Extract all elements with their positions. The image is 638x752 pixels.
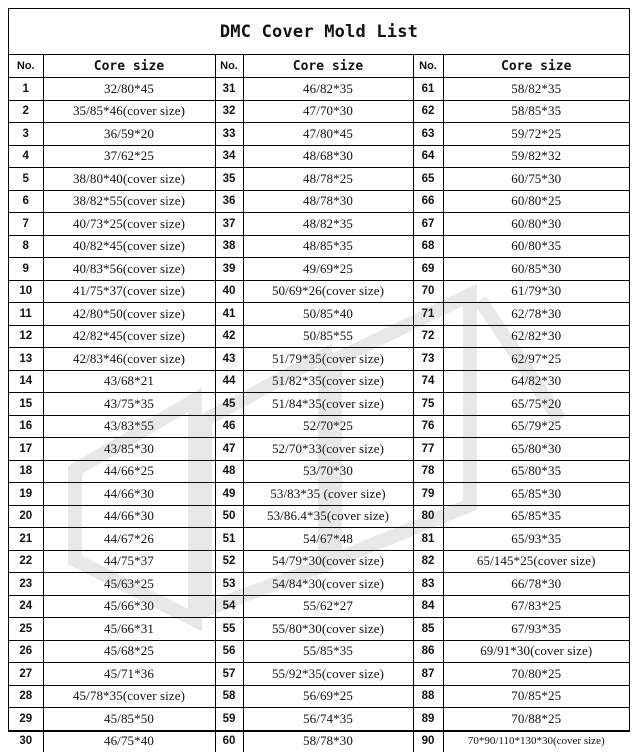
core-size-value: 62/82*30 xyxy=(443,325,629,348)
core-size-value: 45/78*35(cover size) xyxy=(43,685,215,708)
table-row xyxy=(9,663,629,686)
core-size-value: 56/74*35 xyxy=(243,708,413,731)
core-size-value: 53/83*35 (cover size) xyxy=(243,483,413,506)
core-size-value: 38/82*55(cover size) xyxy=(43,190,215,213)
row-number: 70 xyxy=(413,280,443,303)
table-row xyxy=(9,460,629,483)
row-number: 4 xyxy=(9,145,43,168)
row-number: 22 xyxy=(9,550,43,573)
core-size-value: 65/80*30 xyxy=(443,438,629,461)
core-size-value: 59/82*32 xyxy=(443,145,629,168)
core-size-value: 49/69*25 xyxy=(243,258,413,281)
row-number: 55 xyxy=(215,618,243,641)
row-number: 15 xyxy=(9,393,43,416)
core-size-value: 32/80*45 xyxy=(43,78,215,101)
row-number: 27 xyxy=(9,663,43,686)
core-size-value: 50/85*55 xyxy=(243,325,413,348)
row-number: 17 xyxy=(9,438,43,461)
table-row xyxy=(9,505,629,528)
core-size-value: 59/72*25 xyxy=(443,123,629,146)
row-number: 12 xyxy=(9,325,43,348)
core-size-value: 46/82*35 xyxy=(243,78,413,101)
row-number: 73 xyxy=(413,348,443,371)
table-row xyxy=(9,100,629,123)
row-number: 81 xyxy=(413,528,443,551)
row-number: 3 xyxy=(9,123,43,146)
row-number: 30 xyxy=(9,730,43,752)
core-size-value: 53/86.4*35(cover size) xyxy=(243,505,413,528)
row-number: 19 xyxy=(9,483,43,506)
row-number: 56 xyxy=(215,640,243,663)
core-size-value: 56/69*25 xyxy=(243,685,413,708)
core-size-value: 37/62*25 xyxy=(43,145,215,168)
row-number: 43 xyxy=(215,348,243,371)
row-number: 7 xyxy=(9,213,43,236)
table-row xyxy=(9,213,629,236)
core-size-value: 61/79*30 xyxy=(443,280,629,303)
core-size-value: 60/80*30 xyxy=(443,213,629,236)
core-size-value: 54/67*48 xyxy=(243,528,413,551)
core-size-value: 46/75*40 xyxy=(43,730,215,752)
table-row xyxy=(9,325,629,348)
row-number: 83 xyxy=(413,573,443,596)
row-number: 32 xyxy=(215,100,243,123)
core-size-value: 45/66*30 xyxy=(43,595,215,618)
core-size-value: 58/78*30 xyxy=(243,730,413,752)
table-row xyxy=(9,415,629,438)
table-row xyxy=(9,303,629,326)
core-size-value: 58/82*35 xyxy=(443,78,629,101)
core-size-value: 40/83*56(cover size) xyxy=(43,258,215,281)
core-size-value: 44/66*30 xyxy=(43,505,215,528)
core-size-value: 55/80*30(cover size) xyxy=(243,618,413,641)
row-number: 60 xyxy=(215,730,243,752)
table-row xyxy=(9,370,629,393)
row-number: 51 xyxy=(215,528,243,551)
core-size-value: 67/83*25 xyxy=(443,595,629,618)
row-number: 64 xyxy=(413,145,443,168)
core-size-value: 42/82*45(cover size) xyxy=(43,325,215,348)
core-size-value: 44/66*25 xyxy=(43,460,215,483)
row-number: 69 xyxy=(413,258,443,281)
row-number: 18 xyxy=(9,460,43,483)
core-size-value: 65/85*35 xyxy=(443,505,629,528)
core-size-value: 60/85*30 xyxy=(443,258,629,281)
core-size-value: 41/75*37(cover size) xyxy=(43,280,215,303)
row-number: 59 xyxy=(215,708,243,731)
core-size-value: 40/73*25(cover size) xyxy=(43,213,215,236)
row-number: 39 xyxy=(215,258,243,281)
row-number: 28 xyxy=(9,685,43,708)
row-number: 79 xyxy=(413,483,443,506)
row-number: 61 xyxy=(413,78,443,101)
core-size-value: 55/92*35(cover size) xyxy=(243,663,413,686)
table-row xyxy=(9,550,629,573)
core-size-value: 47/80*45 xyxy=(243,123,413,146)
table-row xyxy=(9,78,629,101)
row-number: 23 xyxy=(9,573,43,596)
core-size-value: 45/63*25 xyxy=(43,573,215,596)
core-size-value: 48/82*35 xyxy=(243,213,413,236)
core-size-value: 44/67*26 xyxy=(43,528,215,551)
core-size-value: 58/85*35 xyxy=(443,100,629,123)
row-number: 50 xyxy=(215,505,243,528)
table-row xyxy=(9,145,629,168)
table-row xyxy=(9,123,629,146)
core-size-value: 52/70*33(cover size) xyxy=(243,438,413,461)
row-number: 48 xyxy=(215,460,243,483)
core-size-value: 62/97*25 xyxy=(443,348,629,371)
row-number: 82 xyxy=(413,550,443,573)
core-size-value: 54/84*30(cover size) xyxy=(243,573,413,596)
mold-table xyxy=(9,55,629,752)
header-core-size: Core size xyxy=(243,55,413,78)
core-size-value: 44/66*30 xyxy=(43,483,215,506)
row-number: 77 xyxy=(413,438,443,461)
core-size-value: 52/70*25 xyxy=(243,415,413,438)
core-size-value: 62/78*30 xyxy=(443,303,629,326)
row-number: 54 xyxy=(215,595,243,618)
core-size-value: 54/79*30(cover size) xyxy=(243,550,413,573)
table-row xyxy=(9,280,629,303)
core-size-value: 51/82*35(cover size) xyxy=(243,370,413,393)
row-number: 58 xyxy=(215,685,243,708)
core-size-value: 69/91*30(cover size) xyxy=(443,640,629,663)
row-number: 71 xyxy=(413,303,443,326)
row-number: 24 xyxy=(9,595,43,618)
row-number: 85 xyxy=(413,618,443,641)
core-size-value: 42/83*46(cover size) xyxy=(43,348,215,371)
core-size-value: 60/80*25 xyxy=(443,190,629,213)
core-size-value: 70/80*25 xyxy=(443,663,629,686)
row-number: 35 xyxy=(215,168,243,191)
row-number: 65 xyxy=(413,168,443,191)
row-number: 49 xyxy=(215,483,243,506)
core-size-value: 48/85*35 xyxy=(243,235,413,258)
row-number: 47 xyxy=(215,438,243,461)
core-size-value: 67/93*35 xyxy=(443,618,629,641)
row-number: 8 xyxy=(9,235,43,258)
row-number: 66 xyxy=(413,190,443,213)
row-number: 14 xyxy=(9,370,43,393)
row-number: 90 xyxy=(413,730,443,752)
row-number: 21 xyxy=(9,528,43,551)
row-number: 13 xyxy=(9,348,43,371)
row-number: 10 xyxy=(9,280,43,303)
row-number: 63 xyxy=(413,123,443,146)
table-row xyxy=(9,685,629,708)
row-number: 62 xyxy=(413,100,443,123)
row-number: 20 xyxy=(9,505,43,528)
row-number: 52 xyxy=(215,550,243,573)
header-no: No. xyxy=(413,55,443,78)
table-row xyxy=(9,258,629,281)
row-number: 36 xyxy=(215,190,243,213)
core-size-value: 65/75*20 xyxy=(443,393,629,416)
core-size-value: 60/75*30 xyxy=(443,168,629,191)
table-row xyxy=(9,190,629,213)
core-size-value: 43/75*35 xyxy=(43,393,215,416)
header-row xyxy=(9,55,629,78)
core-size-value: 70*90/110*130*30(cover size) xyxy=(443,730,629,752)
table-row xyxy=(9,595,629,618)
core-size-value: 44/75*37 xyxy=(43,550,215,573)
table-row xyxy=(9,168,629,191)
row-number: 80 xyxy=(413,505,443,528)
row-number: 1 xyxy=(9,78,43,101)
row-number: 34 xyxy=(215,145,243,168)
header-no: No. xyxy=(9,55,43,78)
row-number: 33 xyxy=(215,123,243,146)
core-size-value: 43/68*21 xyxy=(43,370,215,393)
page-title: DMC Cover Mold List xyxy=(9,9,629,55)
core-size-value: 45/71*36 xyxy=(43,663,215,686)
header-core-size: Core size xyxy=(443,55,629,78)
core-size-value: 50/69*26(cover size) xyxy=(243,280,413,303)
table-row xyxy=(9,438,629,461)
header-no: No. xyxy=(215,55,243,78)
core-size-value: 50/85*40 xyxy=(243,303,413,326)
row-number: 16 xyxy=(9,415,43,438)
row-number: 76 xyxy=(413,415,443,438)
row-number: 75 xyxy=(413,393,443,416)
table-body xyxy=(9,78,629,752)
core-size-value: 35/85*46(cover size) xyxy=(43,100,215,123)
core-size-value: 45/85*50 xyxy=(43,708,215,731)
core-size-value: 42/80*50(cover size) xyxy=(43,303,215,326)
row-number: 45 xyxy=(215,393,243,416)
core-size-value: 70/85*25 xyxy=(443,685,629,708)
row-number: 46 xyxy=(215,415,243,438)
core-size-value: 40/82*45(cover size) xyxy=(43,235,215,258)
core-size-value: 55/62*27 xyxy=(243,595,413,618)
core-size-value: 38/80*40(cover size) xyxy=(43,168,215,191)
row-number: 26 xyxy=(9,640,43,663)
row-number: 74 xyxy=(413,370,443,393)
row-number: 72 xyxy=(413,325,443,348)
row-number: 53 xyxy=(215,573,243,596)
core-size-value: 70/88*25 xyxy=(443,708,629,731)
row-number: 5 xyxy=(9,168,43,191)
core-size-value: 64/82*30 xyxy=(443,370,629,393)
row-number: 78 xyxy=(413,460,443,483)
row-number: 25 xyxy=(9,618,43,641)
core-size-value: 55/85*35 xyxy=(243,640,413,663)
table-row xyxy=(9,483,629,506)
header-core-size: Core size xyxy=(43,55,215,78)
row-number: 44 xyxy=(215,370,243,393)
core-size-value: 65/93*35 xyxy=(443,528,629,551)
table-row xyxy=(9,618,629,641)
core-size-value: 51/84*35(cover size) xyxy=(243,393,413,416)
core-size-value: 65/80*35 xyxy=(443,460,629,483)
core-size-value: 65/79*25 xyxy=(443,415,629,438)
core-size-value: 48/78*30 xyxy=(243,190,413,213)
core-size-value: 43/83*55 xyxy=(43,415,215,438)
core-size-value: 66/78*30 xyxy=(443,573,629,596)
row-number: 67 xyxy=(413,213,443,236)
row-number: 31 xyxy=(215,78,243,101)
row-number: 6 xyxy=(9,190,43,213)
core-size-value: 48/78*25 xyxy=(243,168,413,191)
core-size-value: 65/85*30 xyxy=(443,483,629,506)
core-size-value: 48/68*30 xyxy=(243,145,413,168)
row-number: 68 xyxy=(413,235,443,258)
row-number: 88 xyxy=(413,685,443,708)
row-number: 11 xyxy=(9,303,43,326)
table-row xyxy=(9,348,629,371)
row-number: 37 xyxy=(215,213,243,236)
core-size-value: 53/70*30 xyxy=(243,460,413,483)
row-number: 40 xyxy=(215,280,243,303)
row-number: 89 xyxy=(413,708,443,731)
row-number: 41 xyxy=(215,303,243,326)
table-row xyxy=(9,730,629,752)
row-number: 42 xyxy=(215,325,243,348)
row-number: 84 xyxy=(413,595,443,618)
row-number: 86 xyxy=(413,640,443,663)
core-size-value: 65/145*25(cover size) xyxy=(443,550,629,573)
row-number: 57 xyxy=(215,663,243,686)
table-row xyxy=(9,393,629,416)
table-row xyxy=(9,640,629,663)
core-size-value: 45/66*31 xyxy=(43,618,215,641)
core-size-value: 36/59*20 xyxy=(43,123,215,146)
row-number: 2 xyxy=(9,100,43,123)
mold-list-sheet xyxy=(8,8,630,732)
table-row xyxy=(9,573,629,596)
table-row xyxy=(9,708,629,731)
core-size-value: 47/70*30 xyxy=(243,100,413,123)
row-number: 29 xyxy=(9,708,43,731)
table-row xyxy=(9,235,629,258)
row-number: 9 xyxy=(9,258,43,281)
core-size-value: 45/68*25 xyxy=(43,640,215,663)
core-size-value: 43/85*30 xyxy=(43,438,215,461)
table-row xyxy=(9,528,629,551)
row-number: 87 xyxy=(413,663,443,686)
core-size-value: 51/79*35(cover size) xyxy=(243,348,413,371)
row-number: 38 xyxy=(215,235,243,258)
core-size-value: 60/80*35 xyxy=(443,235,629,258)
